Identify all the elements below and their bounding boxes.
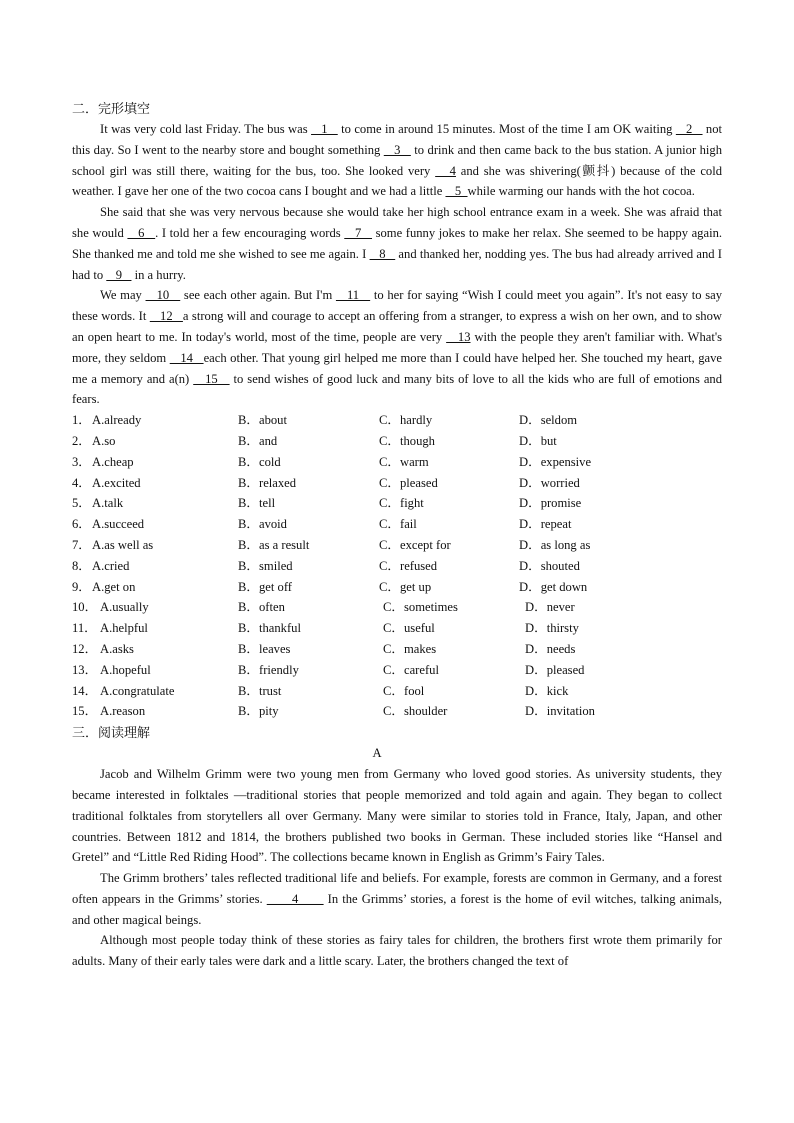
option-a[interactable]: A.reason xyxy=(100,704,146,719)
option-d[interactable]: D．shouted xyxy=(519,558,580,573)
question-row: 6． A.succeed B．avoid C．fail D．repeat xyxy=(72,514,722,535)
option-a[interactable]: A.cheap xyxy=(92,454,134,469)
blank-12[interactable]: 12 xyxy=(149,309,183,324)
option-d[interactable]: D．worried xyxy=(519,475,580,490)
option-c[interactable]: C．get up xyxy=(379,579,432,594)
option-c[interactable]: C．fight xyxy=(379,496,424,511)
question-row: 13． A.hopeful B．friendly C．careful D．pleased xyxy=(72,660,722,681)
blank-2[interactable]: 2 xyxy=(675,122,703,136)
document-page xyxy=(72,98,722,972)
option-c[interactable]: C．careful xyxy=(383,662,439,677)
option-d[interactable]: D．expensive xyxy=(519,454,592,469)
passage-label: A xyxy=(372,746,382,761)
option-c[interactable]: C．refused xyxy=(379,558,438,573)
question-row: 12． A.asks B．leaves C．makes D．needs xyxy=(72,639,722,660)
option-a[interactable]: A.congratulate xyxy=(100,683,175,698)
blank-11[interactable]: 11 xyxy=(335,288,371,303)
question-row: 14． A.congratulate B．trust C．fool D．kick xyxy=(72,681,722,702)
cloze-passage xyxy=(72,119,722,410)
option-b[interactable]: B．trust xyxy=(238,683,282,698)
option-c[interactable]: C．fool xyxy=(383,683,425,698)
option-b[interactable]: B．thankful xyxy=(238,621,301,636)
question-row: 10． A.usually B．often C．sometimes D．never xyxy=(72,597,722,618)
option-c[interactable]: C．though xyxy=(379,433,435,448)
option-b[interactable]: B．about xyxy=(238,413,287,428)
blank-8[interactable]: 8 xyxy=(369,246,396,261)
option-b[interactable]: B．as a result xyxy=(238,537,310,552)
blank-1[interactable]: 1 xyxy=(311,122,338,136)
cloze-heading: 二．完形填空 xyxy=(72,101,151,116)
reading-heading: 三．阅读理解 xyxy=(72,725,151,741)
reading-blank-4[interactable]: ____4____ xyxy=(266,891,324,906)
blank-7[interactable]: 7 xyxy=(344,225,373,240)
question-row: 9． A.get on B．get off C．get up D．get down xyxy=(72,577,722,598)
question-row: 3． A.cheap B．cold C．warm D．expensive xyxy=(72,452,722,473)
cloze-paragraph-2: She said that she was very nervous because she would take her high school entrance exam in a week. She was afraid that she would 6 . I told her a few encouraging words 7 some funny jokes to make her relax. She seemed to be happy again. She thanked me and told me she wished to see me again. I 8 and thanked her, nodding yes. The bus had already arrived and I had to 9 in a hurry. xyxy=(72,205,723,282)
option-d[interactable]: D．but xyxy=(519,433,557,448)
blank-3[interactable]: 3 xyxy=(383,142,411,157)
cloze-paragraph-1: It was very cold last Friday. The bus was 1 to come in around 15 minutes. Most of the time I am OK waiting 2 not this day. So I went to the nearby store and bought something 3 to drink and then came back to the bus station. A junior high school girl was still there, waiting for the bus, too. She looked very 4 and she was shivering(颤抖) because of the cold weather. I gave her one of the two cocoa cans I bought and we had a little 5 while warming our hands with the hot cocoa. xyxy=(72,122,723,199)
option-c[interactable]: C．sometimes xyxy=(383,600,458,615)
option-b[interactable]: B．cold xyxy=(238,454,281,469)
question-row: 7． A.as well as B．as a result C．except for D．as long as xyxy=(72,535,722,556)
question-row: 15． A.reason B．pity C．shoulder D．invitation xyxy=(72,701,722,722)
option-c[interactable]: C．useful xyxy=(383,621,435,636)
option-d[interactable]: D．pleased xyxy=(525,662,585,677)
blank-13[interactable]: 13 xyxy=(446,329,471,344)
option-c[interactable]: C．except for xyxy=(379,537,451,552)
reading-paragraph-3: Although most people today think of these stories as fairy tales for children, the brothers first wrote them primarily for adults. Many of their early tales were dark and a little scary. Later, the brothers changed the text of xyxy=(72,933,722,969)
question-row: 4． A.excited B．relaxed C．pleased D．worried xyxy=(72,473,722,494)
option-c[interactable]: C．makes xyxy=(383,641,437,656)
option-a[interactable]: A.excited xyxy=(92,475,141,490)
option-b[interactable]: B．and xyxy=(238,433,278,448)
option-b[interactable]: B．get off xyxy=(238,579,292,594)
option-c[interactable]: C．warm xyxy=(379,454,429,469)
reading-paragraph-1: Jacob and Wilhelm Grimm were two young men from Germany who loved good stories. As university students, they became interested in folktales —traditional stories that people memorized and told again and again. They began to collect traditional folktales from storytellers all over Germany. Many were similar to stories told in France, Italy, Japan, and other countries. Between 1812 and 1814, the brothers published two books in German. These included stories like “Hansel and Gretel” and “Little Red Riding Hood”. The collections became known in English as Grimm’s Fairy Tales. xyxy=(72,767,722,865)
option-a[interactable]: A.hopeful xyxy=(100,662,151,677)
blank-6[interactable]: 6 xyxy=(127,225,156,240)
blank-9[interactable]: 9 xyxy=(106,267,132,282)
option-a[interactable]: A.as well as xyxy=(92,537,154,552)
option-d[interactable]: D．needs xyxy=(525,641,576,656)
option-d[interactable]: D．get down xyxy=(519,579,588,594)
option-c[interactable]: C．hardly xyxy=(379,413,433,428)
option-a[interactable]: A.cried xyxy=(92,558,130,573)
option-d[interactable]: D．repeat xyxy=(519,517,572,532)
option-c[interactable]: C．pleased xyxy=(379,475,438,490)
option-a[interactable]: A.usually xyxy=(100,600,149,615)
option-d[interactable]: D．promise xyxy=(519,496,582,511)
option-b[interactable]: B．often xyxy=(238,600,285,615)
blank-5[interactable]: 5 xyxy=(445,184,468,199)
option-d[interactable]: D．thirsty xyxy=(525,621,579,636)
question-row: 1． A.already B．about C．hardly D．seldom xyxy=(72,410,722,431)
option-a[interactable]: A.asks xyxy=(100,641,134,656)
question-row: 2． A.so B．and C．though D．but xyxy=(72,431,722,452)
option-b[interactable]: B．smiled xyxy=(238,558,293,573)
option-a[interactable]: A.so xyxy=(92,433,116,448)
option-d[interactable]: D．seldom xyxy=(519,413,578,428)
option-d[interactable]: D．never xyxy=(525,600,575,615)
cloze-paragraph-3: We may 10 see each other again. But I'm 11 to her for saying “Wish I could meet you again”. It's not easy to say these words. It 12 a strong will and courage to accept an offering from a stranger, to express a wish on her own, and to show an open heart to me. In today's world, most of the time, people are very 13 with the people they aren't familiar with. What's more, they seldom 14 each other. That young girl helped me more than I could have helped her. She touched my heart, gave me a memory and a(n) 15 to send wishes of good luck and many bits of love to all the kids who are full of emotions and fears. xyxy=(72,288,723,407)
reading-passage xyxy=(72,764,722,972)
option-a[interactable]: A.succeed xyxy=(92,517,145,532)
option-a[interactable]: A.get on xyxy=(92,579,136,594)
option-a[interactable]: A.talk xyxy=(92,496,124,511)
option-d[interactable]: D．kick xyxy=(525,683,569,698)
option-b[interactable]: B．relaxed xyxy=(238,475,297,490)
blank-15[interactable]: 15 xyxy=(193,371,230,386)
option-b[interactable]: B．pity xyxy=(238,704,279,719)
reading-paragraph-2: The Grimm brothers’ tales reflected traditional life and beliefs. For example, forests are common in Germany, and a forest often appears in the Grimms’ stories. ____4____ In the Grimms’ stories, a forest is the home of evil witches, talking animals, and other magical beings. xyxy=(72,871,722,927)
option-c[interactable]: C．shoulder xyxy=(383,704,448,719)
blank-10[interactable]: 10 xyxy=(145,288,181,303)
cloze-options-list xyxy=(72,410,722,722)
option-b[interactable]: B．tell xyxy=(238,496,276,511)
question-row: 11． A.helpful B．thankful C．useful D．thirsty xyxy=(72,618,722,639)
blank-4[interactable]: 4 xyxy=(435,163,456,178)
blank-14[interactable]: 14 xyxy=(169,350,204,365)
option-c[interactable]: C．fail xyxy=(379,517,417,532)
option-b[interactable]: B．leaves xyxy=(238,641,291,656)
option-a[interactable]: A.already xyxy=(92,413,142,428)
question-row: 5． A.talk B．tell C．fight D．promise xyxy=(72,493,722,514)
option-d[interactable]: D．invitation xyxy=(525,704,595,719)
option-b[interactable]: B．friendly xyxy=(238,662,299,677)
option-d[interactable]: D．as long as xyxy=(519,537,591,552)
option-b[interactable]: B．avoid xyxy=(238,517,287,532)
question-row: 8． A.cried B．smiled C．refused D．shouted xyxy=(72,556,722,577)
option-a[interactable]: A.helpful xyxy=(100,621,148,636)
